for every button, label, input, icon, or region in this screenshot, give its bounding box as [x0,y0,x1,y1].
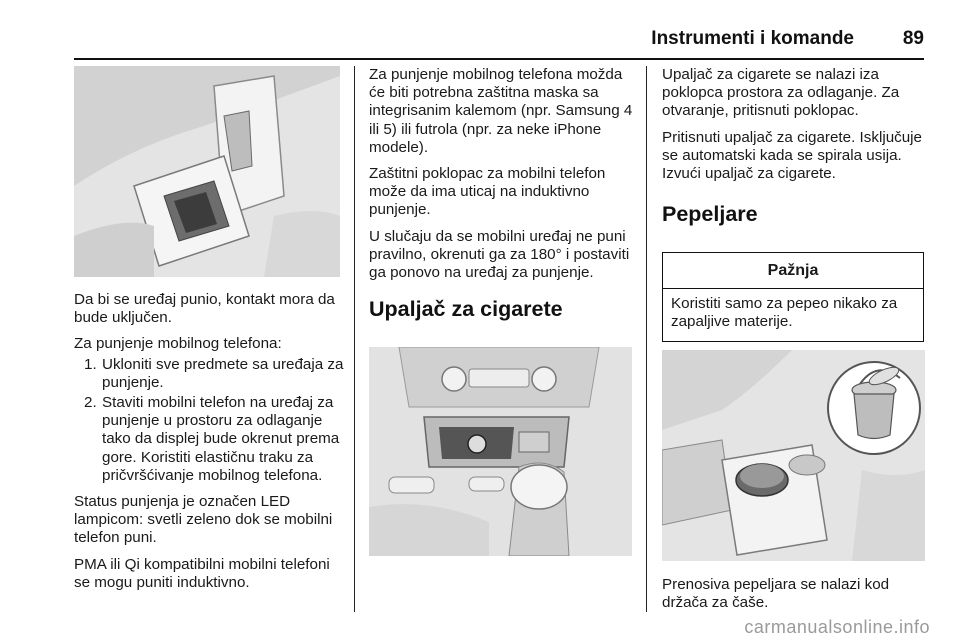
caution-note-box [662,252,924,342]
note-text: Koristiti samo za pepeo nikako za zapaljive materije. [671,295,898,331]
page-header [0,18,960,58]
ashtray-heading: Pepeljare [662,202,758,227]
right-column [662,66,932,227]
middle-paragraph-3: U slučaju da se mobilni uređaj ne puni pravilno, okrenuti ga za 180° i postaviti ga ponovo na uređaj za punjenje. [369,227,630,282]
middle-paragraph-1: Za punjenje mobilnog telefona možda će biti potrebna zaštitna maska sa integrisanim kalemom (npr. Samsung 4 ili 5) ili futrola (npr. za neke iPhone modele). [369,66,633,156]
right-paragraph-1: Upaljač za cigarete se nalazi iza poklopca prostora za odlaganje. Za otvaranje, pritisnuti poklopac. [662,66,900,120]
cigarette-lighter-heading: Upaljač za cigarete [369,297,563,322]
left-paragraph-4: PMA ili Qi kompatibilni mobilni telefoni se mogu puniti induktivno. [74,555,330,591]
note-heading: Pažnja [663,253,923,289]
charging-steps-list [74,356,344,485]
cigarette-lighter-illustration [369,347,632,556]
watermark: carmanualsonline.info [744,617,930,637]
list-item [74,394,344,485]
ashtray-illustration [662,350,925,561]
page-title: Instrumenti i komande [651,28,854,49]
page-number: 89 [902,28,924,49]
charging-compartment-illustration [74,66,340,277]
middle-column [369,66,635,322]
left-column [74,291,344,600]
column-divider-right [646,66,647,612]
list-item [74,356,344,392]
left-paragraph-1: Da bi se uređaj punio, kontakt mora da bude uključen. [74,291,335,327]
middle-paragraph-2: Zaštitni poklopac za mobilni telefon može da ima uticaj na induktivno punjenje. [369,165,606,219]
step-number: 1. [84,355,97,373]
left-paragraph-3: Status punjenja je označen LED lampicom: svetli zeleno dok se mobilni telefon puni. [74,493,333,547]
column-divider-left [354,66,355,612]
step-text: Staviti mobilni telefon na uređaj za punjenje u prostoru za odlaganje tako da displej bude okrenut prema gore. Koristiti elastičnu traku za pričvršćivanje mobilnog telefona. [102,394,340,484]
right-paragraph-3: Prenosiva pepeljara se nalazi kod držača za čaše. [662,576,890,612]
header-rule [74,58,924,60]
right-caption [662,576,932,620]
left-paragraph-2: Za punjenje mobilnog telefona: [74,335,282,353]
right-paragraph-2: Pritisnuti upaljač za cigarete. Isključuje se automatski kada se spirala usija. Izvući upaljač za cigarete. [662,128,922,183]
step-text: Ukloniti sve predmete sa uređaja za punjenje. [102,355,344,391]
step-number: 2. [84,394,97,412]
